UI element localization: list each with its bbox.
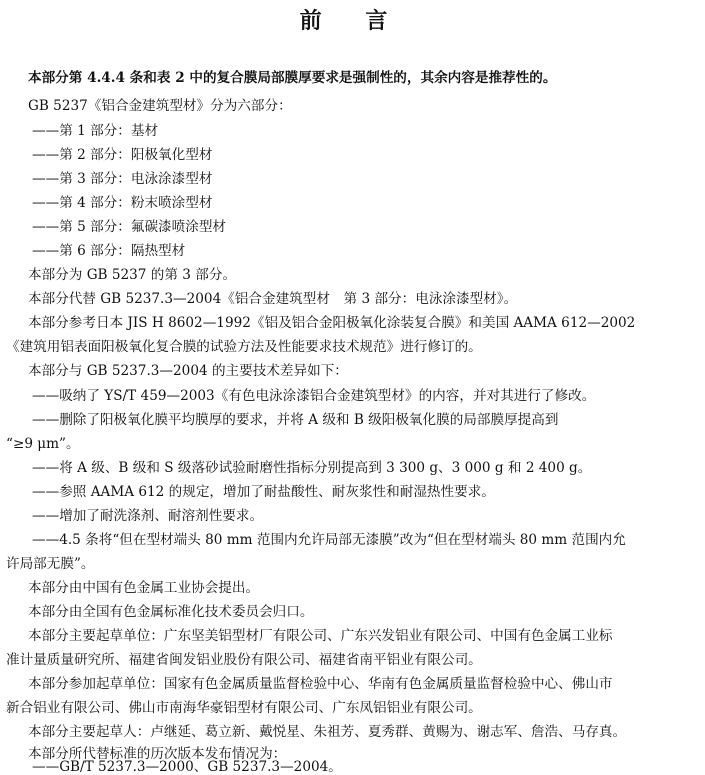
paragraph-mandatory-clause: 本部分第 4.4.4 条和表 2 中的复合膜局部膜厚要求是强制性的，其余内容是推荐性的。 [28, 70, 557, 86]
paragraph-references-cont: 《建筑用铝表面阳极氧化复合膜的试验方法及性能要求技术规范》进行修订的。 [6, 339, 482, 355]
paragraph-main-drafting-units: 本部分主要起草单位：广东坚美铝型材厂有限公司、广东兴发铝业有限公司、中国有色金属工业标 [28, 628, 613, 644]
paragraph-proposed-by: 本部分由中国有色金属工业协会提出。 [28, 580, 260, 596]
paragraph-differences-intro: 本部分与 GB 5237.3—2004 的主要技术差异如下： [28, 363, 348, 379]
list-item-part-1: ——第 1 部分：基材 [32, 123, 159, 139]
list-item-part-5: ——第 5 部分：氟碳漆喷涂型材 [32, 219, 227, 235]
list-item-difference-2: ——删除了阳极氧化膜平均膜厚的要求，并将 A 级和 B 级阳极氧化膜的局部膜厚提高到 [32, 412, 559, 428]
list-item-difference-2-cont: “≥9 μm”。 [6, 436, 80, 452]
list-item-part-6: ——第 6 部分：隔热型材 [32, 243, 186, 259]
list-item-previous-versions: ——GB/T 5237.3—2000、GB 5237.3—2004。 [32, 759, 342, 775]
list-item-difference-4: ——参照 AAMA 612 的规定，增加了耐盐酸性、耐灰浆性和耐湿热性要求。 [32, 484, 495, 500]
paragraph-supersedes: 本部分代替 GB 5237.3—2004《铝合金建筑型材 第 3 部分：电泳涂漆型材》。 [28, 291, 518, 307]
page-title: 前 言 [299, 9, 406, 34]
paragraph-drafters: 本部分主要起草人：卢继延、葛立新、戴悦星、朱祖芳、夏秀群、黄赐为、谢志军、詹浩、马存真。 [28, 724, 627, 740]
paragraph-participating-units: 本部分参加起草单位：国家有色金属质量监督检验中心、华南有色金属质量监督检验中心、佛山市 [28, 676, 613, 692]
paragraph-main-drafting-units-cont: 准计量质量研究所、福建省闽发铝业股份有限公司、福建省南平铝业有限公司。 [6, 652, 482, 668]
list-item-difference-3: ——将 A 级、B 级和 S 级落砂试验耐磨性指标分别提高到 3 300 g、3 000 g 和 2 400 g。 [32, 460, 592, 476]
list-item-difference-1: ——吸纳了 YS/T 459—2003《有色电泳涂漆铝合金建筑型材》的内容，并对其进行了修改。 [32, 388, 596, 404]
paragraph-series-intro: GB 5237《铝合金建筑型材》分为六部分： [28, 98, 292, 114]
list-item-part-2: ——第 2 部分：阳极氧化型材 [32, 147, 213, 163]
list-item-difference-6: ——4.5 条将“但在型材端头 80 mm 范围内允许局部无漆膜”改为“但在型材端头 80 mm 范围内允 [32, 532, 626, 548]
paragraph-version-history: 本部分所代替标准的历次版本发布情况为： [28, 746, 287, 762]
list-item-part-3: ——第 3 部分：电泳涂漆型材 [32, 171, 213, 187]
list-item-part-4: ——第 4 部分：粉末喷涂型材 [32, 195, 213, 211]
list-item-difference-5: ——增加了耐洗涤剂、耐溶剂性要求。 [32, 508, 264, 524]
paragraph-centralized-by: 本部分由全国有色金属标准化技术委员会归口。 [28, 604, 314, 620]
paragraph-participating-units-cont: 新合铝业有限公司、佛山市南海华豪铝型材有限公司、广东凤铝铝业有限公司。 [6, 700, 482, 716]
list-item-difference-6-cont: 许局部无膜”。 [6, 556, 95, 572]
paragraph-references: 本部分参考日本 JIS H 8602—1992《铝及铝合金阳极氧化涂装复合膜》和美国 AAMA 612—2002 [28, 315, 636, 331]
paragraph-part-number: 本部分为 GB 5237 的第 3 部分。 [28, 267, 237, 283]
